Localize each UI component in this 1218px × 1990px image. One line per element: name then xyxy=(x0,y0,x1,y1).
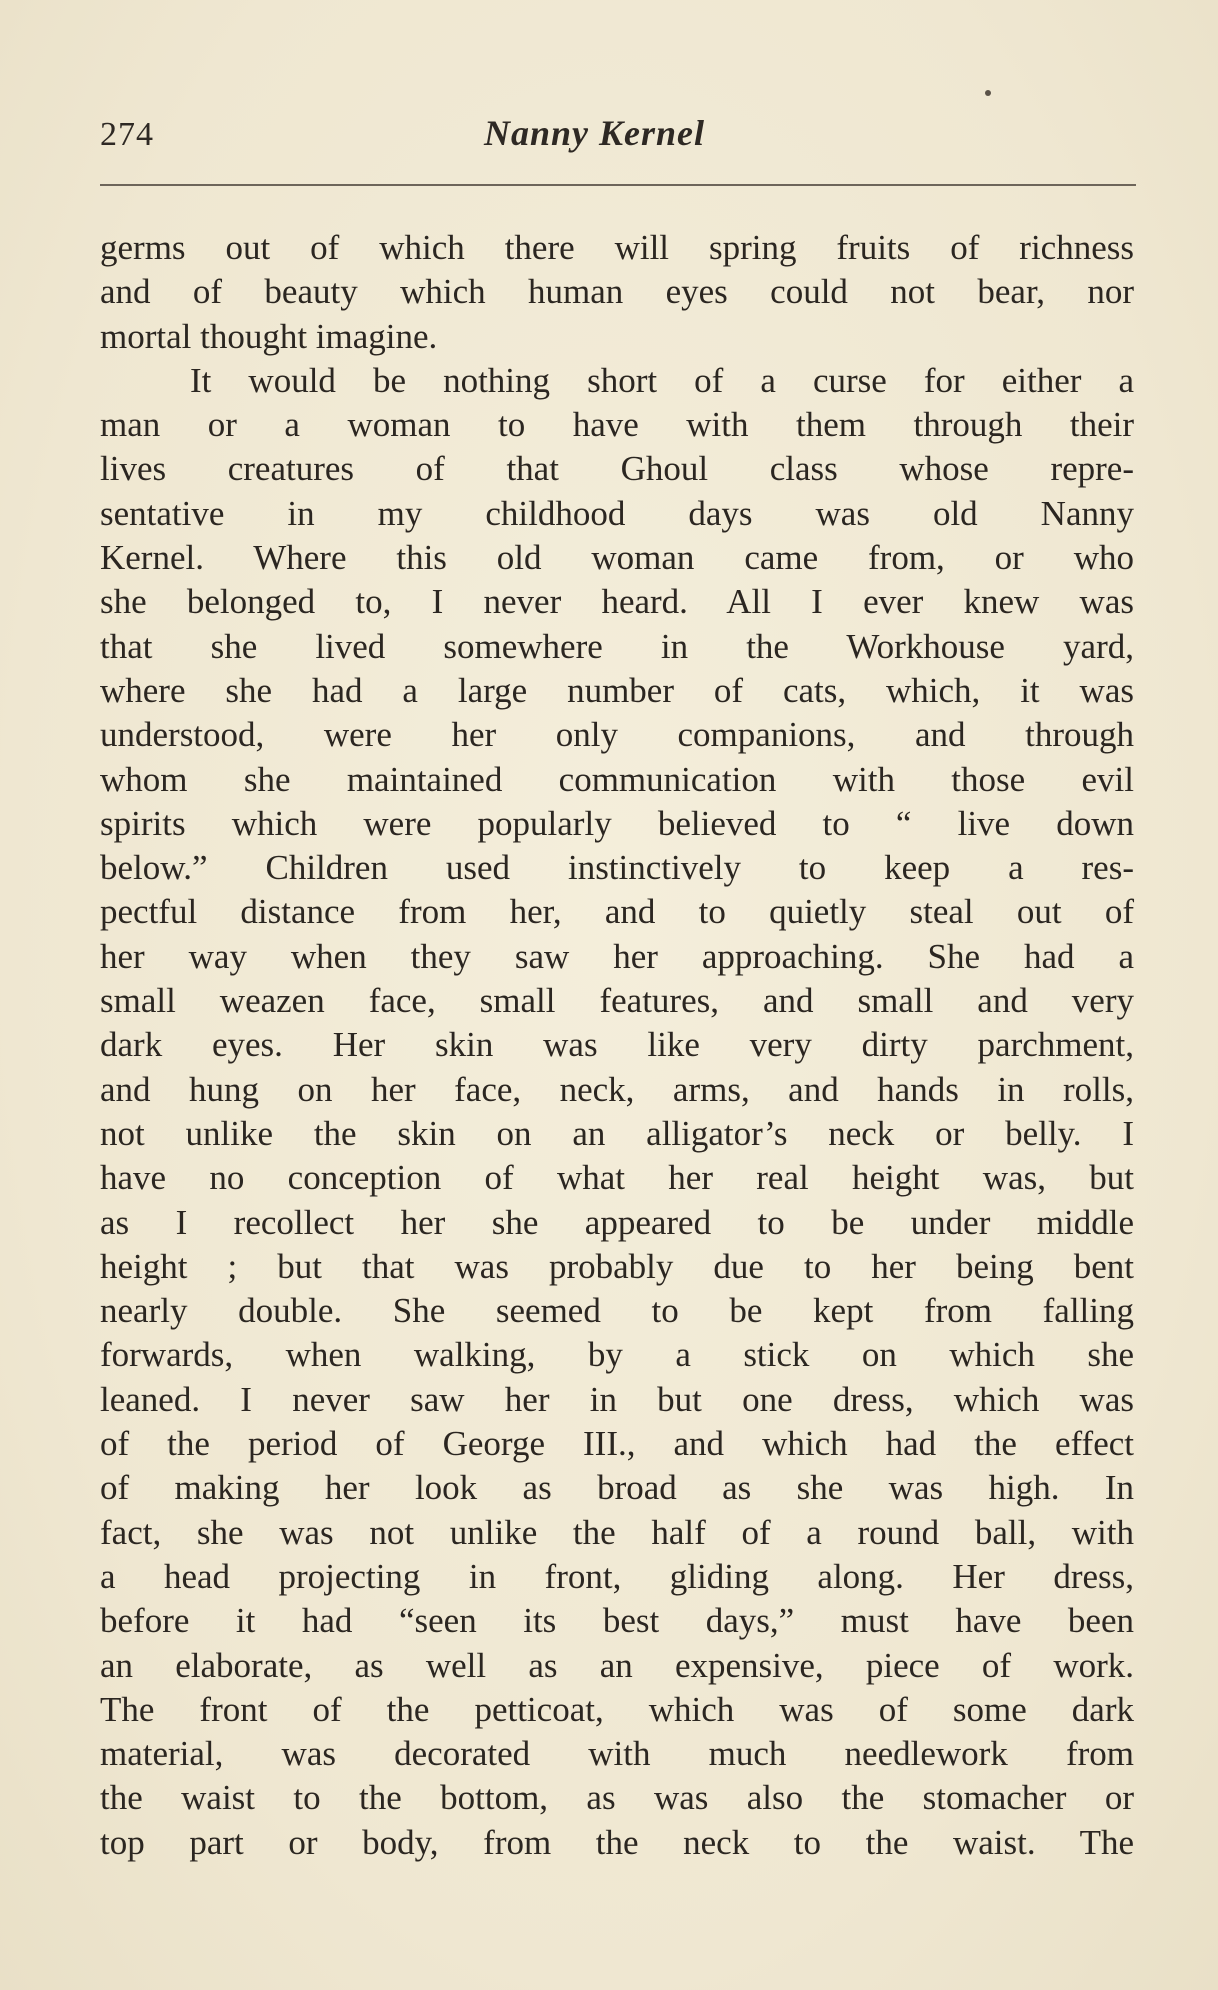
text-line: small weazen face, small features, and small and very xyxy=(100,981,1134,1021)
text-line: spirits which were popularly believed to “ live down xyxy=(100,803,1134,843)
text-line: and of beauty which human eyes could not bear, nor xyxy=(100,272,1134,312)
text-line: sentative in my childhood days was old Nanny xyxy=(100,493,1134,533)
text-line: dark eyes. Her skin was like very dirty parchment, xyxy=(100,1025,1134,1065)
text-line: top part or body, from the neck to the waist. The xyxy=(100,1822,1134,1862)
text-line: height ; but that was probably due to her being bent xyxy=(100,1246,1134,1286)
text-line: and hung on her face, neck, arms, and hands in rolls, xyxy=(100,1069,1134,1109)
text-line: whom she maintained communication with those evil xyxy=(100,759,1134,799)
text-line: material, was decorated with much needlework from xyxy=(100,1734,1134,1774)
text-line: as I recollect her she appeared to be under middle xyxy=(100,1202,1134,1242)
text-line: understood, were her only companions, and through xyxy=(100,715,1134,755)
running-title: Nanny Kernel xyxy=(484,113,706,153)
text-line: have no conception of what her real height was, but xyxy=(100,1158,1134,1198)
text-line: of the period of George III., and which had the effect xyxy=(100,1424,1134,1464)
text-line: of making her look as broad as she was high. In xyxy=(100,1468,1134,1508)
text-line: not unlike the skin on an alligator’s neck or belly. I xyxy=(100,1113,1134,1153)
text-line: the waist to the bottom, as was also the stomacher or xyxy=(100,1778,1134,1818)
text-line: pectful distance from her, and to quietly steal out of xyxy=(100,892,1134,932)
text-line: below.” Children used instinctively to keep a res- xyxy=(100,848,1134,888)
text-line: that she lived somewhere in the Workhouse yard, xyxy=(100,626,1134,666)
text-line: The front of the petticoat, which was of some dark xyxy=(100,1689,1134,1729)
text-line: fact, she was not unlike the half of a round ball, with xyxy=(100,1512,1134,1552)
text-line: leaned. I never saw her in but one dress, which was xyxy=(100,1379,1134,1419)
text-line: an elaborate, as well as an expensive, piece of work. xyxy=(100,1645,1134,1685)
text-line: Kernel. Where this old woman came from, or who xyxy=(100,538,1134,578)
paper-speck xyxy=(985,90,991,96)
page-number: 274 xyxy=(100,116,154,153)
header-rule xyxy=(100,184,1136,186)
text-line: before it had “seen its best days,” must have been xyxy=(100,1601,1134,1641)
text-line: germs out of which there will spring fruits of richness xyxy=(100,228,1134,267)
text-line: man or a woman to have with them through their xyxy=(100,405,1134,445)
body-text xyxy=(100,226,1134,1865)
text-line: a head projecting in front, gliding along. Her dress, xyxy=(100,1556,1134,1596)
text-line: where she had a large number of cats, which, it was xyxy=(100,670,1134,710)
text-line: forwards, when walking, by a stick on which she xyxy=(100,1335,1134,1375)
page-header xyxy=(100,112,1136,162)
text-line: nearly double. She seemed to be kept from falling xyxy=(100,1291,1134,1331)
text-line: mortal thought imagine. xyxy=(100,316,438,356)
text-line: her way when they saw her approaching. She had a xyxy=(100,936,1134,976)
paragraph-start-line: It would be nothing short of a curse for either a xyxy=(190,360,1134,400)
text-line: she belonged to, I never heard. All I ever knew was xyxy=(100,582,1134,622)
text-line: lives creatures of that Ghoul class whose repre- xyxy=(100,449,1134,489)
